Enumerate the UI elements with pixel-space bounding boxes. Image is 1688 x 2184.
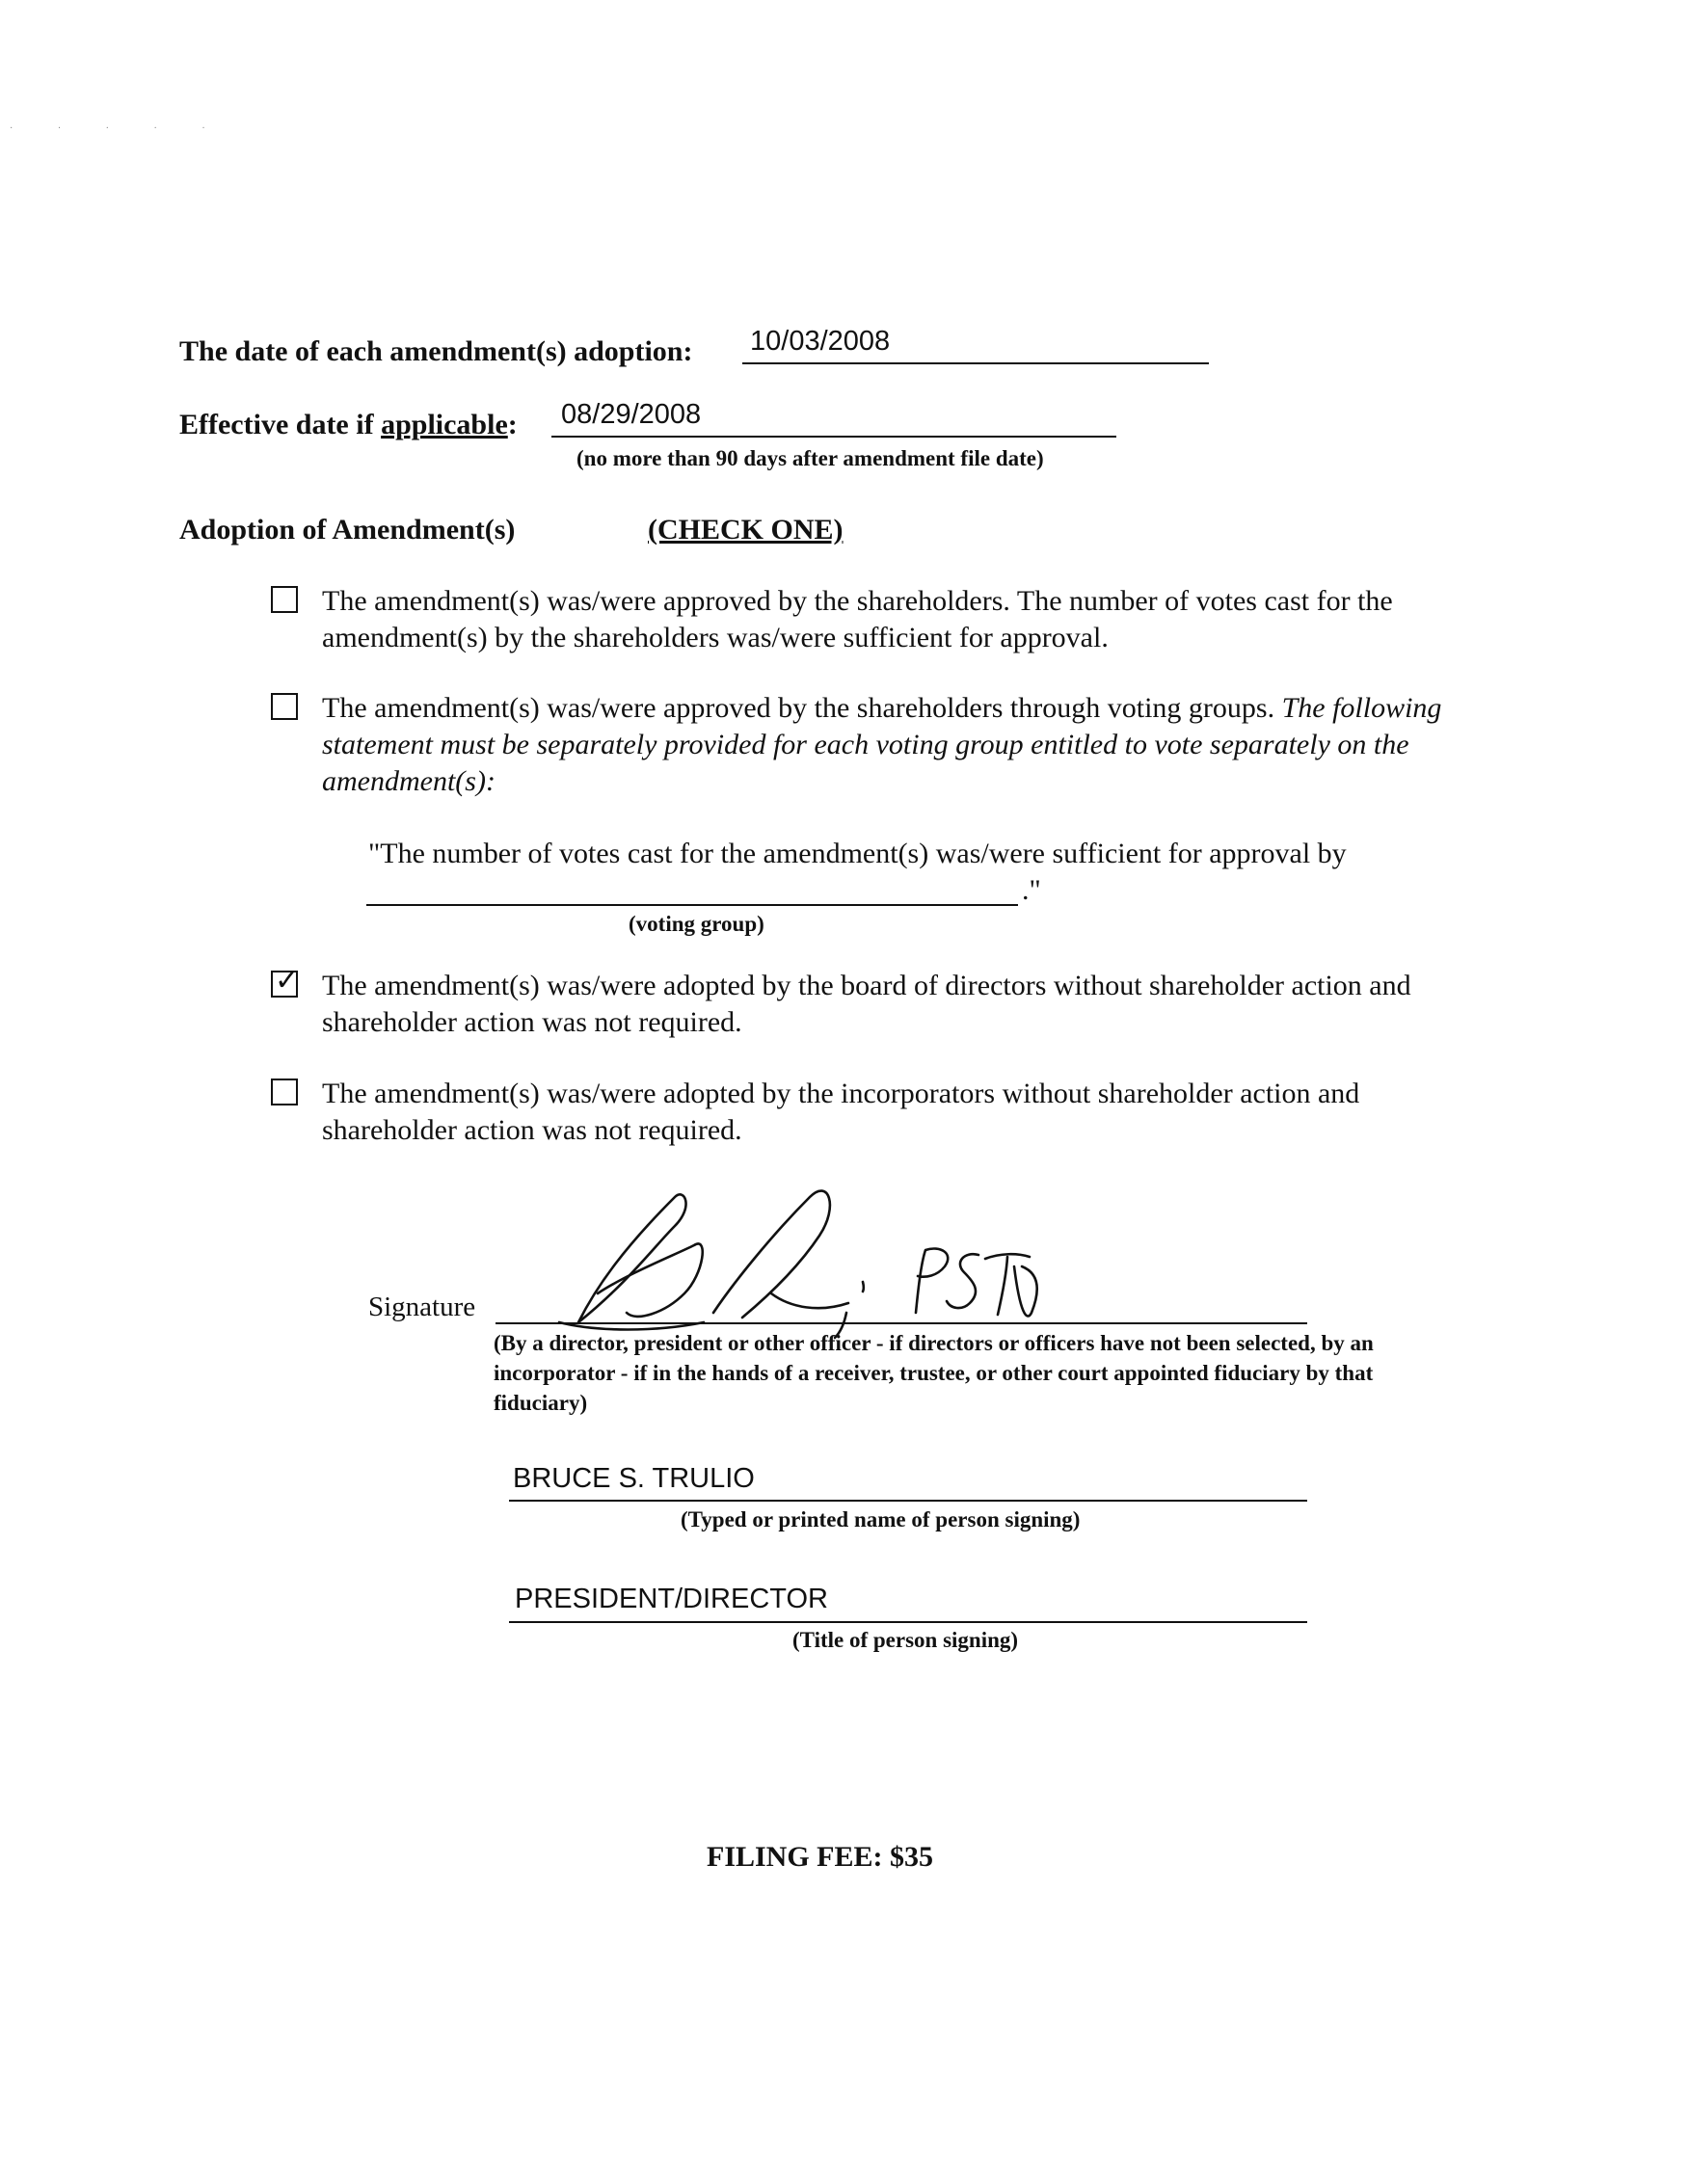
option-3-checkbox[interactable] bbox=[271, 964, 300, 998]
adoption-heading: Adoption of Amendment(s) bbox=[179, 514, 516, 546]
voting-group-caption: (voting group) bbox=[629, 912, 764, 936]
printed-name-value: BRUCE S. TRULIO bbox=[513, 1463, 755, 1494]
filing-fee: FILING FEE: $35 bbox=[707, 1841, 934, 1873]
adoption-date-line bbox=[742, 362, 1209, 364]
effective-date-label-suffix: : bbox=[507, 409, 518, 440]
voting-group-line bbox=[366, 904, 1018, 906]
option-4-text: The amendment(s) was/were adopted by the incorporators without shareholder action and shareholder action was not required. bbox=[322, 1078, 1360, 1146]
voting-statement-end: ." bbox=[1022, 874, 1041, 906]
effective-date-label bbox=[179, 409, 518, 441]
option-2-text-plain: The amendment(s) was/were approved by the shareholders through voting groups. bbox=[322, 692, 1275, 724]
signature-note: (By a director, president or other officer - if directors or officers have not been selected, by an incorporator - if in the hands of a receiver, trustee, or other court appointed fiduciary by that fiduciary) bbox=[494, 1331, 1374, 1415]
option-2-text-italic: The following statement must be separately provided for each voting group entitled to vote separately on the amendment(s): bbox=[322, 692, 1442, 797]
adoption-date-label: The date of each amendment(s) adoption: bbox=[179, 335, 693, 367]
option-1-text: The amendment(s) was/were approved by the shareholders. The number of votes cast for the amendment(s) by the shareholders was/were sufficient for approval. bbox=[322, 585, 1393, 653]
scan-specks: · · · · · bbox=[10, 123, 227, 134]
effective-date-label-prefix: Effective date if bbox=[179, 409, 382, 440]
effective-date-label-underlined: applicable bbox=[381, 409, 508, 440]
option-4-checkbox[interactable] bbox=[271, 1079, 298, 1105]
option-2-checkbox[interactable] bbox=[271, 693, 298, 720]
check-one-instruction: (CHECK ONE) bbox=[648, 514, 844, 546]
printed-name-line bbox=[509, 1500, 1307, 1502]
title-value: PRESIDENT/DIRECTOR bbox=[515, 1584, 828, 1614]
option-3-text: The amendment(s) was/were adopted by the board of directors without shareholder action and shareholder action was not required. bbox=[322, 970, 1411, 1038]
option-2-text bbox=[322, 690, 1460, 800]
signature-label: Signature bbox=[368, 1292, 476, 1322]
check-mark-icon: ✓ bbox=[275, 964, 300, 998]
handwritten-signature bbox=[540, 1178, 1041, 1342]
title-line bbox=[509, 1621, 1307, 1623]
adoption-date-value: 10/03/2008 bbox=[750, 326, 891, 357]
effective-date-note: (no more than 90 days after amendment file date) bbox=[576, 446, 1044, 470]
title-caption: (Title of person signing) bbox=[792, 1628, 1019, 1652]
printed-name-caption: (Typed or printed name of person signing) bbox=[681, 1507, 1081, 1531]
option-1-checkbox[interactable] bbox=[271, 586, 298, 613]
effective-date-line bbox=[551, 436, 1116, 438]
effective-date-value: 08/29/2008 bbox=[561, 399, 702, 430]
voting-statement: "The number of votes cast for the amendment(s) was/were sufficient for approval by bbox=[368, 838, 1347, 869]
